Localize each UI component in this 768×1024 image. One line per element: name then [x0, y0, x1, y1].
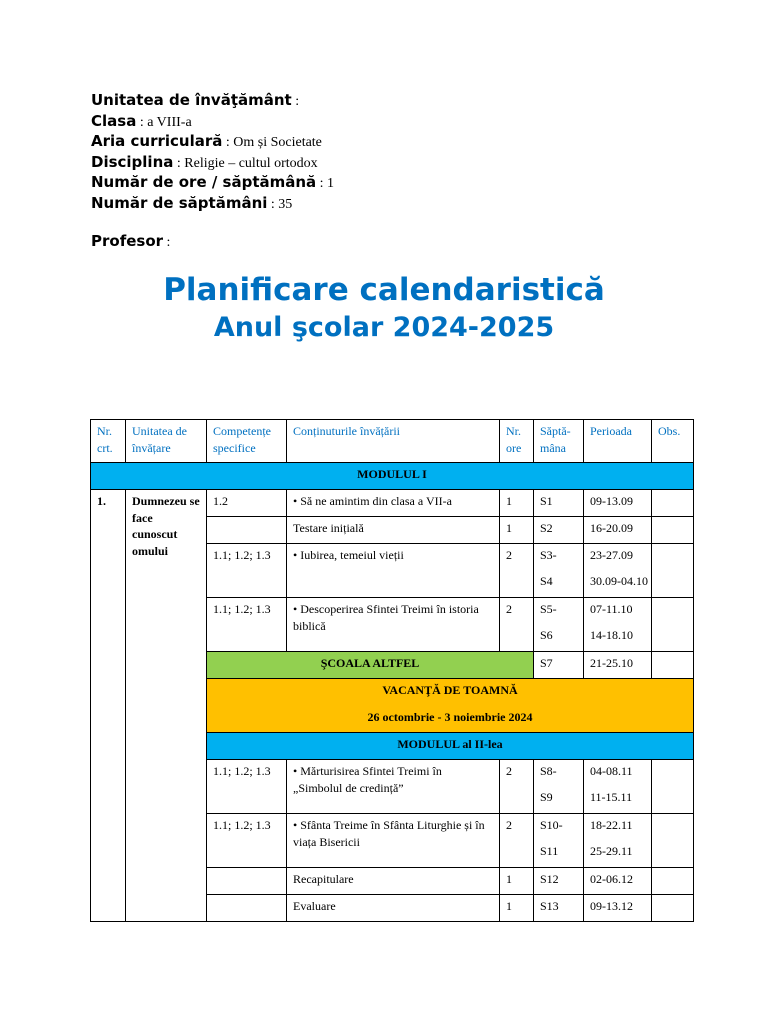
clasa-value: : a VIII-a — [136, 114, 192, 130]
table-row — [91, 490, 694, 517]
row-comp: 1.1; 1.2; 1.3 — [207, 598, 287, 652]
header-unitate: Unitatea de învățare — [126, 420, 207, 463]
row-content: • Mărturisirea Sfintei Treimi în „Simbolul de credință” — [287, 760, 500, 814]
sapt-start: S3- — [540, 548, 557, 562]
row-ore: 1 — [500, 868, 534, 895]
aria-label: Aria curriculară — [91, 132, 223, 150]
row-obs — [652, 895, 694, 922]
row-ore: 1 — [500, 490, 534, 517]
row-comp: 1.1; 1.2; 1.3 — [207, 814, 287, 868]
perioada-start: 07-11.10 — [590, 602, 633, 616]
header-nr-crt: Nr. crt. — [91, 420, 126, 463]
row-obs — [652, 814, 694, 868]
sapt-end: S11 — [540, 843, 559, 858]
row-perioada: 16-20.09 — [584, 517, 652, 544]
row-perioada — [584, 814, 652, 868]
row-content: Recapitulare — [287, 868, 500, 895]
row-comp — [207, 517, 287, 544]
row-sapt: S12 — [534, 868, 584, 895]
row-obs — [652, 760, 694, 814]
row-ore: 2 — [500, 760, 534, 814]
header-nr-ore: Nr. ore — [500, 420, 534, 463]
row-comp: 1.2 — [207, 490, 287, 517]
unit-nr: 1. — [91, 490, 126, 922]
row-comp — [207, 895, 287, 922]
row-ore: 1 — [500, 517, 534, 544]
sapt-start: S5- — [540, 602, 557, 616]
header-competente: Competențe specifice — [207, 420, 287, 463]
disciplina-label: Disciplina — [91, 152, 174, 171]
vacanta-dates: 26 octombrie - 3 noiembrie 2024 — [367, 709, 533, 724]
table-header-row — [91, 420, 694, 463]
row-obs — [652, 652, 694, 679]
ore-line — [91, 173, 334, 194]
row-perioada: 02-06.12 — [584, 868, 652, 895]
row-sapt — [534, 598, 584, 652]
unitate-label: Unitatea de învăţământ — [91, 91, 292, 109]
clasa-line — [91, 112, 334, 133]
row-perioada — [584, 544, 652, 598]
sapt-start: S8- — [540, 764, 557, 778]
row-comp: 1.1; 1.2; 1.3 — [207, 760, 287, 814]
school-year-title: Anul şcolar 2024-2025 — [213, 312, 555, 343]
aria-line — [91, 132, 334, 153]
saptamani-label: Număr de săptămâni — [91, 193, 268, 212]
row-ore: 2 — [500, 814, 534, 868]
row-ore: 2 — [500, 544, 534, 598]
row-perioada: 09-13.12 — [584, 895, 652, 922]
row-ore: 1 — [500, 895, 534, 922]
sapt-end: S6 — [540, 627, 553, 642]
row-obs — [652, 598, 694, 652]
ore-label: Număr de ore / săptămână — [91, 173, 317, 191]
row-sapt: S7 — [534, 652, 584, 679]
ore-value: : 1 — [316, 176, 335, 191]
row-perioada: 09-13.09 — [584, 490, 652, 517]
row-sapt — [534, 760, 584, 814]
row-ore: 2 — [500, 598, 534, 652]
unitate-value: : — [291, 94, 300, 109]
row-content: • Sfânta Treime în Sfânta Liturghie și în viața Bisericii — [287, 814, 500, 868]
clasa-label: Clasa — [91, 111, 137, 130]
profesor-value: : — [163, 235, 171, 250]
unit-name: Dumnezeu se face cunoscut omului — [126, 490, 207, 922]
row-sapt — [534, 544, 584, 598]
row-comp: 1.1; 1.2; 1.3 — [207, 544, 287, 598]
sapt-end: S4 — [540, 573, 553, 588]
perioada-start: 23-27.09 — [590, 548, 633, 562]
row-content: Evaluare — [287, 895, 500, 922]
header-perioada: Perioada — [584, 420, 652, 463]
vacanta-cell — [207, 679, 694, 733]
document-header — [91, 91, 334, 253]
header-obs: Obs. — [652, 420, 694, 463]
header-continuturi: Conținuturile învățării — [287, 420, 500, 463]
row-content: • Descoperirea Sfintei Treimi în istoria biblică — [287, 598, 500, 652]
row-content: • Iubirea, temeiul vieții — [287, 544, 500, 598]
row-perioada — [584, 598, 652, 652]
vacanta-label: VACANŢĂ DE TOAMNĂ — [382, 683, 518, 697]
row-perioada — [584, 760, 652, 814]
modul-1-label: MODULUL I — [91, 463, 694, 490]
row-sapt — [534, 814, 584, 868]
planning-table — [90, 419, 694, 922]
row-content: • Să ne amintim din clasa a VII-a — [287, 490, 500, 517]
header-saptamana: Săptă-mâna — [534, 420, 584, 463]
perioada-start: 04-08.11 — [590, 764, 633, 778]
saptamani-line — [91, 194, 334, 215]
unitate-line — [91, 91, 334, 112]
perioada-end: 25-29.11 — [590, 843, 633, 858]
row-content: Testare inițială — [287, 517, 500, 544]
perioada-start: 18-22.11 — [590, 818, 633, 832]
document-title: Planificare calendaristică — [163, 272, 605, 308]
perioada-end: 11-15.11 — [590, 789, 633, 804]
row-sapt: S2 — [534, 517, 584, 544]
disciplina-value: : Religie – cultul ortodox — [173, 155, 318, 171]
row-obs — [652, 544, 694, 598]
profesor-label: Profesor — [91, 232, 164, 250]
row-obs — [652, 490, 694, 517]
sapt-start: S10- — [540, 818, 563, 832]
scoala-altfel-label: ŞCOALA ALTFEL — [207, 652, 534, 679]
perioada-end: 14-18.10 — [590, 627, 633, 642]
sapt-end: S9 — [540, 789, 553, 804]
disciplina-line — [91, 153, 334, 174]
row-obs — [652, 517, 694, 544]
row-sapt: S13 — [534, 895, 584, 922]
modul-2-label: MODULUL al II-lea — [207, 733, 694, 760]
row-obs — [652, 868, 694, 895]
modul-1-row — [91, 463, 694, 490]
row-comp — [207, 868, 287, 895]
row-perioada: 21-25.10 — [584, 652, 652, 679]
aria-value: : Om și Societate — [222, 135, 322, 150]
profesor-line — [91, 232, 334, 253]
perioada-end: 30.09-04.10 — [590, 573, 648, 588]
row-sapt: S1 — [534, 490, 584, 517]
saptamani-value: : 35 — [267, 196, 293, 212]
